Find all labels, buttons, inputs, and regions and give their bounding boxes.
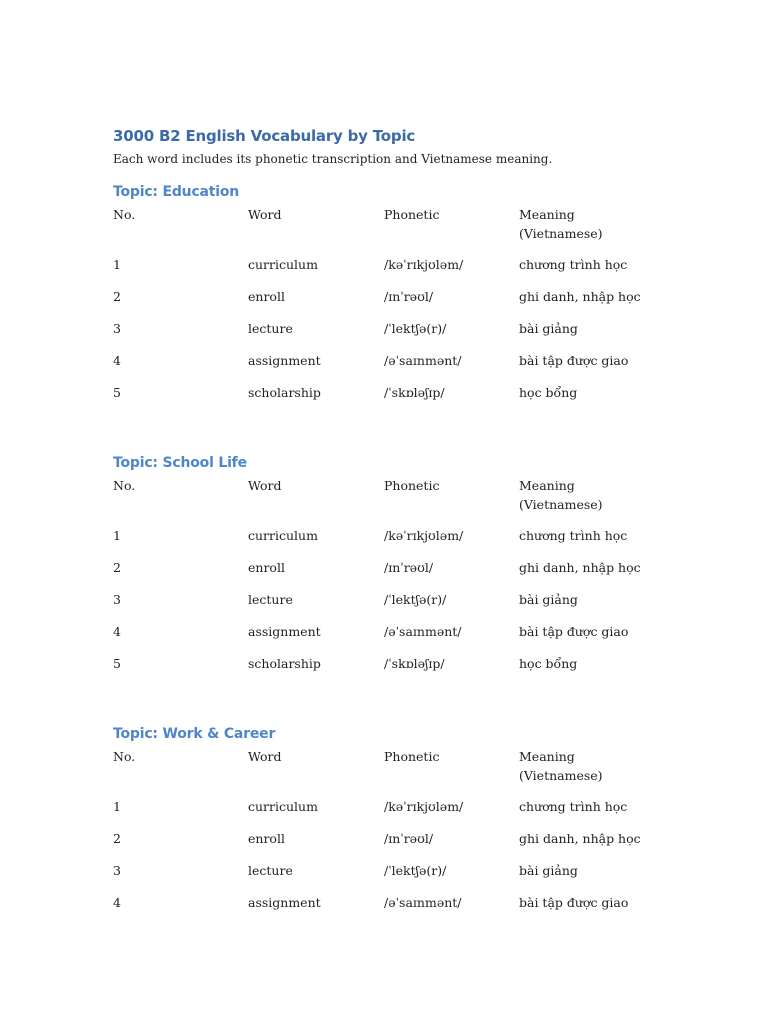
- document-page: [113, 125, 673, 925]
- cell-row-number: 5: [113, 656, 121, 671]
- cell-row-number: 2: [113, 560, 121, 575]
- cell-phonetic: /kəˈrɪkjʊləm/: [384, 799, 464, 814]
- cell-meaning: bài giảng: [519, 592, 578, 607]
- cell-word: assignment: [248, 624, 321, 639]
- table-row: [113, 797, 653, 829]
- column-header-word: Word: [248, 478, 282, 493]
- cell-word: enroll: [248, 560, 285, 575]
- cell-phonetic: /kəˈrɪkjʊləm/: [384, 528, 464, 543]
- topic-heading: Topic: School Life: [113, 455, 247, 471]
- cell-meaning: bài tập được giao: [519, 624, 629, 639]
- column-header-row-number: No.: [113, 207, 136, 222]
- cell-word: enroll: [248, 289, 285, 304]
- table-row: [113, 351, 653, 383]
- cell-word: assignment: [248, 895, 321, 910]
- column-header-phonetic: Phonetic: [384, 207, 440, 222]
- cell-phonetic: /əˈsaɪnmənt/: [384, 624, 462, 639]
- cell-row-number: 4: [113, 624, 121, 639]
- cell-phonetic: /əˈsaɪnmənt/: [384, 895, 462, 910]
- topic-heading: Topic: Work & Career: [113, 726, 276, 742]
- column-header-meaning: Meaning (Vietnamese): [519, 749, 603, 783]
- cell-meaning: ghi danh, nhập học: [519, 831, 641, 846]
- cell-phonetic: /kəˈrɪkjʊləm/: [384, 257, 464, 272]
- column-header-word: Word: [248, 749, 282, 764]
- cell-phonetic: /əˈsaɪnmənt/: [384, 353, 462, 368]
- cell-row-number: 3: [113, 592, 121, 607]
- table-row: [113, 861, 653, 893]
- cell-phonetic: /ˈlektʃə(r)/: [384, 321, 447, 336]
- cell-row-number: 2: [113, 831, 121, 846]
- table-header-row: [113, 747, 653, 797]
- table-row: [113, 654, 653, 686]
- cell-word: lecture: [248, 592, 293, 607]
- column-header-meaning: Meaning (Vietnamese): [519, 478, 603, 512]
- cell-meaning: bài tập được giao: [519, 353, 629, 368]
- cell-word: assignment: [248, 353, 321, 368]
- table-row: [113, 383, 653, 415]
- column-header-phonetic: Phonetic: [384, 478, 440, 493]
- topic-heading: Topic: Education: [113, 184, 240, 200]
- cell-meaning: học bổng: [519, 656, 578, 671]
- cell-row-number: 1: [113, 799, 121, 814]
- table-row: [113, 526, 653, 558]
- cell-meaning: ghi danh, nhập học: [519, 560, 641, 575]
- cell-meaning: bài giảng: [519, 863, 578, 878]
- table-header-row: [113, 205, 653, 255]
- cell-meaning: chương trình học: [519, 799, 628, 814]
- table-row: [113, 255, 653, 287]
- cell-phonetic: /ˈskɒləʃɪp/: [384, 385, 445, 400]
- cell-meaning: chương trình học: [519, 257, 628, 272]
- cell-meaning: chương trình học: [519, 528, 628, 543]
- vocab-table: [113, 205, 653, 415]
- cell-phonetic: /ɪnˈrəʊl/: [384, 289, 434, 304]
- table-row: [113, 829, 653, 861]
- table-row: [113, 319, 653, 351]
- cell-meaning: học bổng: [519, 385, 578, 400]
- column-header-row-number: No.: [113, 478, 136, 493]
- vocab-table: [113, 747, 653, 925]
- cell-row-number: 3: [113, 863, 121, 878]
- table-row: [113, 622, 653, 654]
- column-header-row-number: No.: [113, 749, 136, 764]
- cell-row-number: 2: [113, 289, 121, 304]
- table-row: [113, 893, 653, 925]
- cell-word: scholarship: [248, 385, 321, 400]
- column-header-phonetic: Phonetic: [384, 749, 440, 764]
- cell-row-number: 3: [113, 321, 121, 336]
- cell-word: curriculum: [248, 528, 318, 543]
- cell-row-number: 5: [113, 385, 121, 400]
- document-title: 3000 B2 English Vocabulary by Topic: [113, 127, 416, 145]
- column-header-word: Word: [248, 207, 282, 222]
- cell-phonetic: /ˈskɒləʃɪp/: [384, 656, 445, 671]
- table-header-row: [113, 476, 653, 526]
- cell-row-number: 4: [113, 353, 121, 368]
- topic-section: [113, 453, 673, 686]
- cell-meaning: ghi danh, nhập học: [519, 289, 641, 304]
- cell-phonetic: /ˈlektʃə(r)/: [384, 863, 447, 878]
- topic-sections: [113, 182, 673, 925]
- topic-section: [113, 182, 673, 415]
- vocab-table: [113, 476, 653, 686]
- cell-word: scholarship: [248, 656, 321, 671]
- cell-phonetic: /ɪnˈrəʊl/: [384, 560, 434, 575]
- cell-word: lecture: [248, 863, 293, 878]
- cell-word: curriculum: [248, 257, 318, 272]
- table-row: [113, 287, 653, 319]
- document-subtitle: Each word includes its phonetic transcription and Vietnamese meaning.: [113, 152, 553, 166]
- cell-row-number: 4: [113, 895, 121, 910]
- cell-phonetic: /ˈlektʃə(r)/: [384, 592, 447, 607]
- topic-section: [113, 724, 673, 925]
- cell-word: lecture: [248, 321, 293, 336]
- cell-meaning: bài giảng: [519, 321, 578, 336]
- cell-word: curriculum: [248, 799, 318, 814]
- table-row: [113, 590, 653, 622]
- cell-phonetic: /ɪnˈrəʊl/: [384, 831, 434, 846]
- cell-row-number: 1: [113, 528, 121, 543]
- cell-word: enroll: [248, 831, 285, 846]
- table-row: [113, 558, 653, 590]
- cell-meaning: bài tập được giao: [519, 895, 629, 910]
- cell-row-number: 1: [113, 257, 121, 272]
- column-header-meaning: Meaning (Vietnamese): [519, 207, 603, 241]
